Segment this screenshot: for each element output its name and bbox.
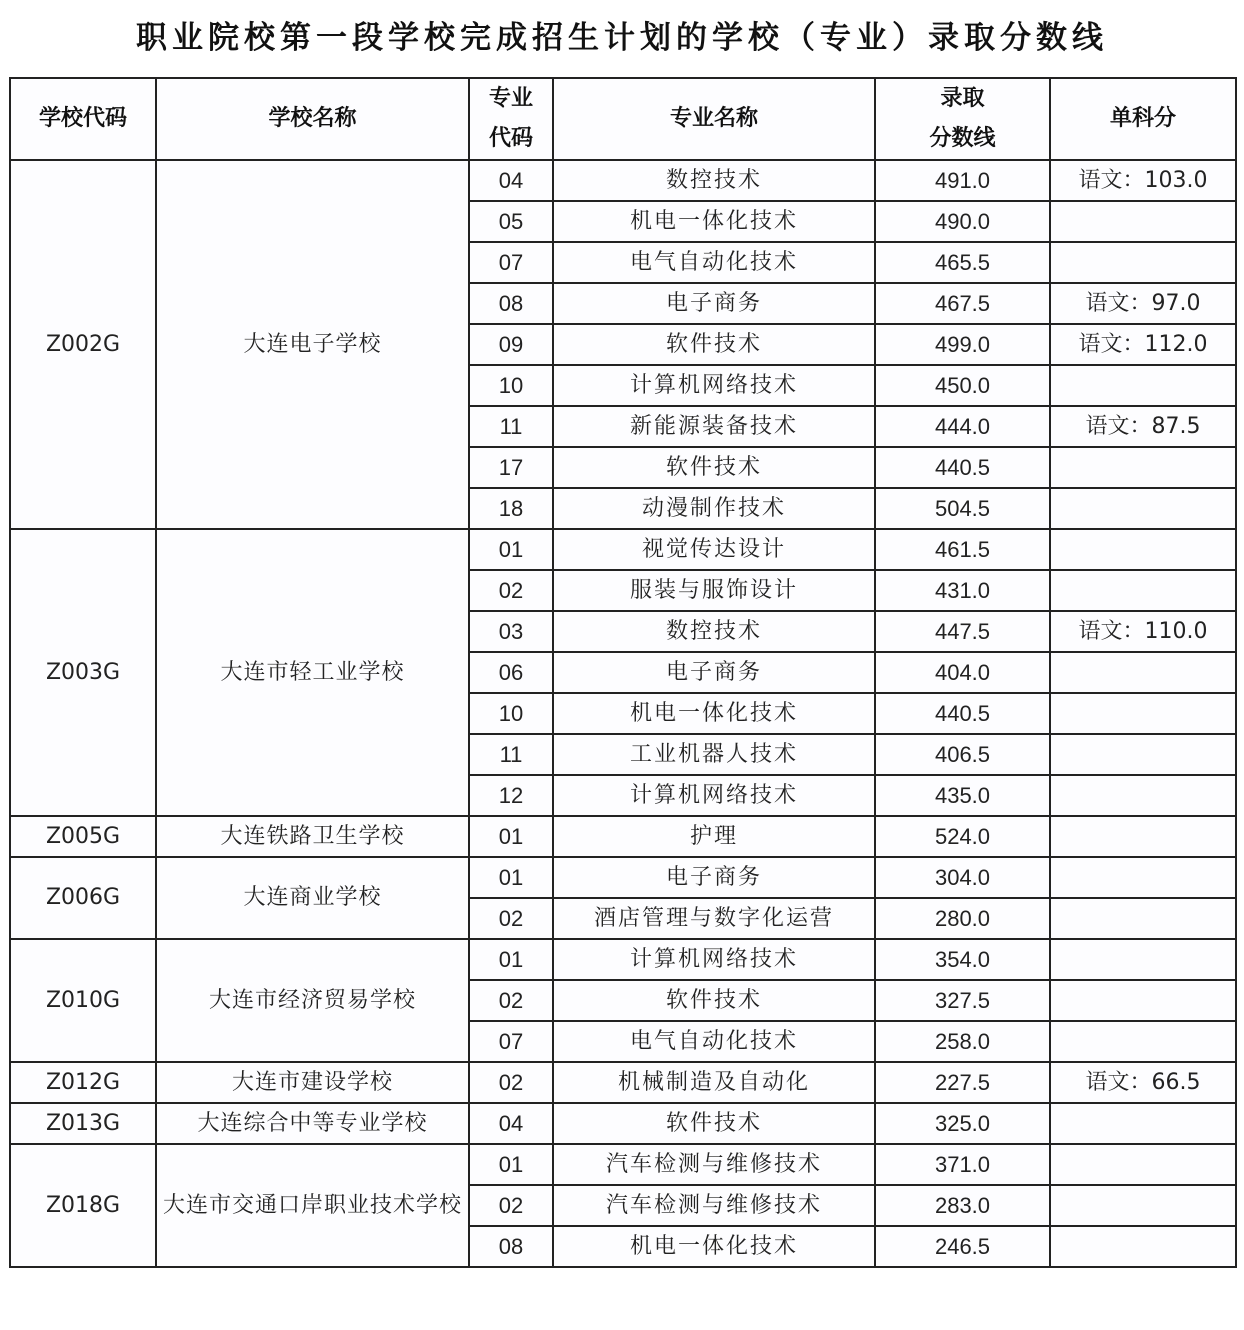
major-name-cell: 电子商务 [553,857,875,898]
header-admission-score [875,78,1050,160]
subject-score-cell [1050,816,1236,857]
school-code-cell: Z002G [10,160,156,529]
header-subject-score: 单科分 [1050,78,1236,160]
major-name-cell: 护理 [553,816,875,857]
major-code-cell: 11 [469,406,553,447]
subject-score-cell [1050,980,1236,1021]
major-name-cell: 视觉传达设计 [553,529,875,570]
subject-score-cell: 语文：97.0 [1050,283,1236,324]
subject-score-cell: 语文：66.5 [1050,1062,1236,1103]
major-name-cell: 软件技术 [553,980,875,1021]
school-code-cell: Z012G [10,1062,156,1103]
major-name-cell: 机电一体化技术 [553,1226,875,1267]
major-code-cell: 05 [469,201,553,242]
major-name-cell: 汽车检测与维修技术 [553,1144,875,1185]
major-name-cell: 工业机器人技术 [553,734,875,775]
subject-score-cell [1050,570,1236,611]
major-code-cell: 09 [469,324,553,365]
admission-score-cell: 280.0 [875,898,1050,939]
admission-score-cell: 325.0 [875,1103,1050,1144]
subject-score-cell [1050,447,1236,488]
admission-score-cell: 354.0 [875,939,1050,980]
admission-score-cell: 440.5 [875,693,1050,734]
major-name-cell: 计算机网络技术 [553,365,875,406]
major-name-cell: 软件技术 [553,1103,875,1144]
admission-score-cell: 431.0 [875,570,1050,611]
admission-score-cell: 499.0 [875,324,1050,365]
major-name-cell: 机电一体化技术 [553,693,875,734]
major-code-cell: 01 [469,529,553,570]
admission-score-cell: 258.0 [875,1021,1050,1062]
table-header-row [10,78,1236,160]
admission-score-cell: 467.5 [875,283,1050,324]
major-code-cell: 01 [469,1144,553,1185]
admission-score-table [9,77,1237,1268]
subject-score-cell [1050,652,1236,693]
major-code-cell: 02 [469,980,553,1021]
document-title: 职业院校第一段学校完成招生计划的学校（专业）录取分数线 [136,20,1108,56]
school-code-cell: Z003G [10,529,156,816]
school-name-cell: 大连综合中等专业学校 [156,1103,469,1144]
admission-score-cell: 450.0 [875,365,1050,406]
header-admission-score-line1: 录取 [940,86,985,111]
major-name-cell: 新能源装备技术 [553,406,875,447]
major-name-cell: 酒店管理与数字化运营 [553,898,875,939]
major-code-cell: 04 [469,160,553,201]
header-major-name: 专业名称 [553,78,875,160]
subject-score-cell: 语文：103.0 [1050,160,1236,201]
major-code-cell: 07 [469,242,553,283]
admission-score-cell: 304.0 [875,857,1050,898]
major-name-cell: 数控技术 [553,160,875,201]
subject-score-cell: 语文：112.0 [1050,324,1236,365]
admission-score-cell: 444.0 [875,406,1050,447]
major-code-cell: 02 [469,1062,553,1103]
major-code-cell: 12 [469,775,553,816]
admission-score-cell: 447.5 [875,611,1050,652]
major-code-cell: 04 [469,1103,553,1144]
major-code-cell: 02 [469,898,553,939]
table-row [10,939,1236,980]
subject-score-cell [1050,488,1236,529]
subject-score-cell [1050,1185,1236,1226]
table-row [10,1103,1236,1144]
major-name-cell: 电子商务 [553,283,875,324]
table-row [10,1144,1236,1185]
header-school-name: 学校名称 [156,78,469,160]
header-major-code-line2: 代码 [488,126,533,151]
subject-score-cell [1050,529,1236,570]
major-code-cell: 01 [469,816,553,857]
major-name-cell: 电气自动化技术 [553,1021,875,1062]
admission-score-cell: 440.5 [875,447,1050,488]
school-name-cell: 大连商业学校 [156,857,469,939]
admission-score-cell: 465.5 [875,242,1050,283]
major-name-cell: 计算机网络技术 [553,775,875,816]
major-name-cell: 机电一体化技术 [553,201,875,242]
school-code-cell: Z018G [10,1144,156,1267]
major-name-cell: 汽车检测与维修技术 [553,1185,875,1226]
admission-score-cell: 406.5 [875,734,1050,775]
subject-score-cell [1050,365,1236,406]
admission-score-cell: 283.0 [875,1185,1050,1226]
admission-score-cell: 490.0 [875,201,1050,242]
school-code-cell: Z005G [10,816,156,857]
school-name-cell: 大连电子学校 [156,160,469,529]
major-code-cell: 06 [469,652,553,693]
subject-score-cell [1050,242,1236,283]
subject-score-cell [1050,1021,1236,1062]
major-code-cell: 07 [469,1021,553,1062]
subject-score-cell [1050,939,1236,980]
major-name-cell: 服装与服饰设计 [553,570,875,611]
admission-score-cell: 404.0 [875,652,1050,693]
major-code-cell: 10 [469,365,553,406]
admission-score-cell: 504.5 [875,488,1050,529]
major-name-cell: 软件技术 [553,324,875,365]
school-name-cell: 大连市建设学校 [156,1062,469,1103]
subject-score-cell [1050,898,1236,939]
major-name-cell: 机械制造及自动化 [553,1062,875,1103]
header-school-code: 学校代码 [10,78,156,160]
subject-score-cell [1050,693,1236,734]
header-admission-score-line2: 分数线 [929,126,996,151]
major-code-cell: 03 [469,611,553,652]
subject-score-cell [1050,775,1236,816]
admission-score-cell: 227.5 [875,1062,1050,1103]
subject-score-cell [1050,201,1236,242]
admission-score-cell: 327.5 [875,980,1050,1021]
subject-score-cell [1050,734,1236,775]
school-code-cell: Z010G [10,939,156,1062]
major-name-cell: 软件技术 [553,447,875,488]
header-major-code [469,78,553,160]
header-major-code-line1: 专业 [488,86,533,111]
school-name-cell: 大连铁路卫生学校 [156,816,469,857]
admission-score-cell: 435.0 [875,775,1050,816]
admission-score-cell: 524.0 [875,816,1050,857]
subject-score-cell [1050,1226,1236,1267]
major-code-cell: 18 [469,488,553,529]
school-name-cell: 大连市轻工业学校 [156,529,469,816]
major-code-cell: 01 [469,939,553,980]
major-code-cell: 08 [469,283,553,324]
major-code-cell: 11 [469,734,553,775]
admission-score-cell: 461.5 [875,529,1050,570]
major-name-cell: 计算机网络技术 [553,939,875,980]
major-code-cell: 01 [469,857,553,898]
major-name-cell: 动漫制作技术 [553,488,875,529]
major-name-cell: 电子商务 [553,652,875,693]
subject-score-cell: 语文：110.0 [1050,611,1236,652]
table-row [10,857,1236,898]
admission-score-cell: 491.0 [875,160,1050,201]
admission-score-cell: 246.5 [875,1226,1050,1267]
subject-score-cell [1050,857,1236,898]
table-row [10,1062,1236,1103]
school-name-cell: 大连市经济贸易学校 [156,939,469,1062]
major-code-cell: 02 [469,1185,553,1226]
table-row [10,816,1236,857]
subject-score-cell [1050,1144,1236,1185]
major-name-cell: 电气自动化技术 [553,242,875,283]
school-code-cell: Z006G [10,857,156,939]
table-row [10,529,1236,570]
school-name-cell: 大连市交通口岸职业技术学校 [156,1144,469,1267]
major-code-cell: 17 [469,447,553,488]
major-code-cell: 08 [469,1226,553,1267]
major-name-cell: 数控技术 [553,611,875,652]
subject-score-cell [1050,1103,1236,1144]
admission-score-cell: 371.0 [875,1144,1050,1185]
major-code-cell: 10 [469,693,553,734]
school-code-cell: Z013G [10,1103,156,1144]
major-code-cell: 02 [469,570,553,611]
table-row [10,160,1236,201]
subject-score-cell: 语文：87.5 [1050,406,1236,447]
